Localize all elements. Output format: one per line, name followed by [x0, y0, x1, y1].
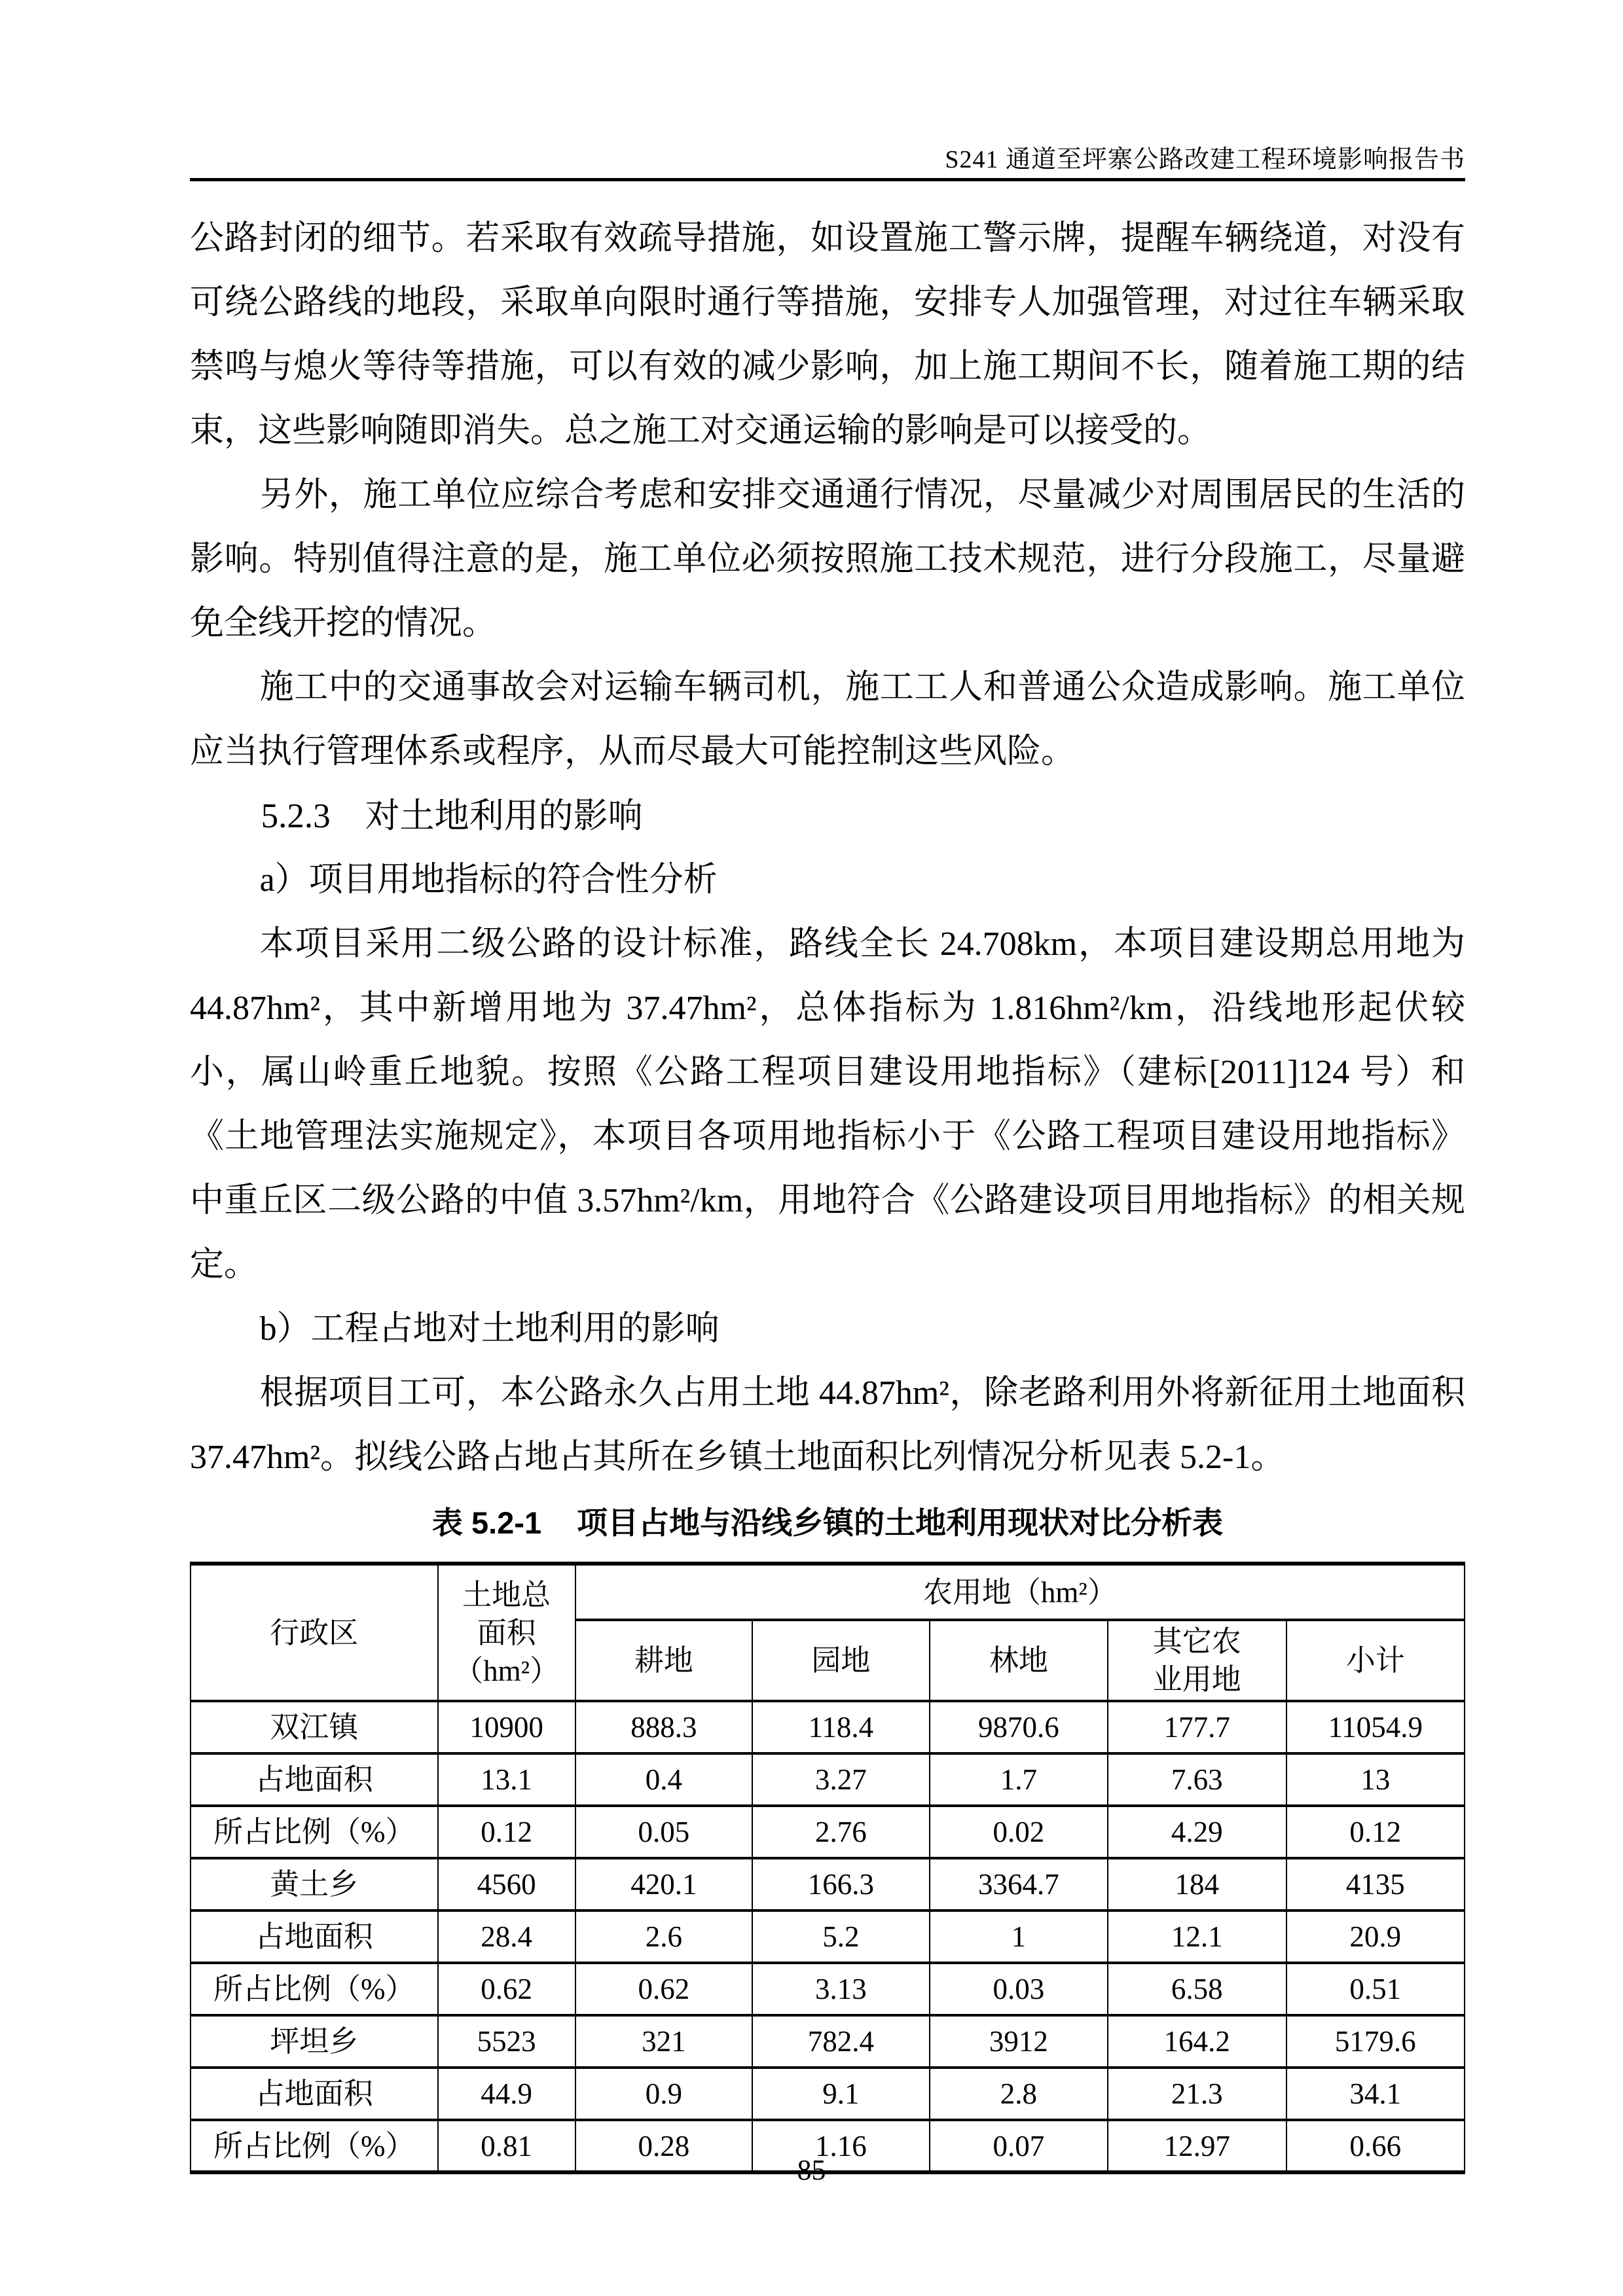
- row-label: 黄土乡: [191, 1858, 438, 1910]
- table-cell: 0.62: [575, 1963, 752, 2015]
- table-cell: 3912: [930, 2015, 1108, 2068]
- table-row: [191, 2015, 1465, 2068]
- table-caption-label: 表 5.2-1: [431, 1505, 542, 1540]
- table-cell: 10900: [438, 1701, 575, 1753]
- table-caption-title: 项目占地与沿线乡镇的土地利用现状对比分析表: [577, 1505, 1224, 1540]
- table-row: [191, 1701, 1465, 1753]
- table-cell: 28.4: [438, 1910, 575, 1963]
- table-cell: 0.03: [930, 1963, 1108, 2015]
- table-cell: 0.66: [1286, 2120, 1465, 2172]
- table-cell: 0.81: [438, 2120, 575, 2172]
- table-header-row: [191, 1564, 1465, 1620]
- table-cell: 0.62: [438, 1963, 575, 2015]
- table-cell: 888.3: [575, 1701, 752, 1753]
- table-cell: 5.2: [752, 1910, 929, 1963]
- page-content: [190, 207, 1465, 2174]
- table-cell: 12.1: [1108, 1910, 1286, 1963]
- table-cell: 3364.7: [930, 1858, 1108, 1910]
- row-label: 所占比例（%）: [191, 2120, 438, 2172]
- table-cell: 9870.6: [930, 1701, 1108, 1753]
- table-cell: 13: [1286, 1753, 1465, 1806]
- table-cell: 1.16: [752, 2120, 929, 2172]
- paragraph: 根据项目工可，本公路永久占用土地 44.87hm²，除老路利用外将新征用土地面积 37.47hm²。拟线公路占地占其所在乡镇土地面积比列情况分析见表 5.2-1。: [190, 1374, 1465, 1476]
- paragraph: 公路封闭的细节。若采取有效疏导措施，如设置施工警示牌，提醒车辆绕道，对没有可绕公路线的地段，采取单向限时通行等措施，安排专人加强管理，对过往车辆采取禁鸣与熄火等待等措施，可以有效的减少影响，加上施工期间不长，随着施工期的结束，这些影响随即消失。总之施工对交通运输的影响是可以接受的。: [190, 220, 1465, 450]
- table-cell: 3.27: [752, 1753, 929, 1806]
- col-header-garden-land: 园地: [752, 1620, 929, 1701]
- table-cell: 164.2: [1108, 2015, 1286, 2068]
- table-caption: [190, 1494, 1465, 1552]
- paragraph: 另外，施工单位应综合考虑和安排交通通行情况，尽量减少对周围居民的生活的影响。特别值得注意的是，施工单位必须按照施工技术规范，进行分段施工，尽量避免全线开挖的情况。: [190, 476, 1465, 642]
- table-cell: 34.1: [1286, 2068, 1465, 2120]
- table-cell: 1.7: [930, 1753, 1108, 1806]
- row-label: 占地面积: [191, 1753, 438, 1806]
- table-cell: 11054.9: [1286, 1701, 1465, 1753]
- table-cell: 20.9: [1286, 1910, 1465, 1963]
- table-row: [191, 2068, 1465, 2120]
- table-cell: 0.9: [575, 2068, 752, 2120]
- table-cell: 13.1: [438, 1753, 575, 1806]
- table-cell: 184: [1108, 1858, 1286, 1910]
- table-cell: 6.58: [1108, 1963, 1286, 2015]
- table-cell: 0.4: [575, 1753, 752, 1806]
- list-item-b: b）工程占地对土地利用的影响: [259, 1310, 720, 1348]
- table-cell: 782.4: [752, 2015, 929, 2068]
- table-cell: 4560: [438, 1858, 575, 1910]
- row-label: 双江镇: [191, 1701, 438, 1753]
- paragraph: 本项目采用二级公路的设计标准，路线全长 24.708km，本项目建设期总用地为 44.87hm²，其中新增用地为 37.47hm²，总体指标为 1.816hm²/km，沿线地形起伏较小，属山岭重丘地貌。按照《公路工程项目建设用地指标》（建标[2011]124 号）和《土地管理法实施规定》，本项目各项用地指标小于《公路工程项目建设用地指标》中重丘区二级公路的中值 3.57hm²/km，用地符合《公路建设项目用地指标》的相关规定。: [190, 925, 1465, 1283]
- col-header-forest-land: 林地: [930, 1620, 1108, 1701]
- table-cell: 118.4: [752, 1701, 929, 1753]
- row-label: 占地面积: [191, 1910, 438, 1963]
- table-cell: 177.7: [1108, 1701, 1286, 1753]
- table-cell: 2.8: [930, 2068, 1108, 2120]
- table-row: [191, 1806, 1465, 1858]
- col-header-farmland: 耕地: [575, 1620, 752, 1701]
- row-label: 所占比例（%）: [191, 1963, 438, 2015]
- table-cell: 2.6: [575, 1910, 752, 1963]
- table-cell: 2.76: [752, 1806, 929, 1858]
- table-row: [191, 1910, 1465, 1963]
- header-rule: [190, 178, 1465, 181]
- table-cell: 420.1: [575, 1858, 752, 1910]
- page-number: 85: [797, 2154, 826, 2186]
- table-row: [191, 1753, 1465, 1806]
- table-cell: 1: [930, 1910, 1108, 1963]
- table-cell: 166.3: [752, 1858, 929, 1910]
- table-row: [191, 1858, 1465, 1910]
- table-cell: 12.97: [1108, 2120, 1286, 2172]
- table-cell: 321: [575, 2015, 752, 2068]
- row-label: 占地面积: [191, 2068, 438, 2120]
- row-label: 坪坦乡: [191, 2015, 438, 2068]
- list-item-a: a）项目用地指标的符合性分析: [259, 861, 718, 899]
- table-cell: 9.1: [752, 2068, 929, 2120]
- section-heading-5-2-3: 5.2.3 对土地利用的影响: [261, 797, 643, 835]
- table-cell: 0.12: [438, 1806, 575, 1858]
- table-cell: 4.29: [1108, 1806, 1286, 1858]
- table-row: [191, 1963, 1465, 2015]
- table-cell: 7.63: [1108, 1753, 1286, 1806]
- table-cell: 5179.6: [1286, 2015, 1465, 2068]
- table-cell: 3.13: [752, 1963, 929, 2015]
- table-cell: 0.02: [930, 1806, 1108, 1858]
- table-cell: 0.07: [930, 2120, 1108, 2172]
- running-head: S241 通道至坪寨公路改建工程环境影响报告书: [945, 146, 1465, 173]
- col-header-agricultural-land-group: 农用地（hm²）: [575, 1564, 1465, 1620]
- land-use-table: [190, 1562, 1465, 2174]
- table-cell: 0.12: [1286, 1806, 1465, 1858]
- table-cell: 4135: [1286, 1858, 1465, 1910]
- table-cell: 5523: [438, 2015, 575, 2068]
- col-header-other-agricultural-land: 其它农 业用地: [1108, 1620, 1286, 1701]
- col-header-total-land-area: 土地总 面积 （hm²）: [438, 1564, 575, 1701]
- table-cell: 0.51: [1286, 1963, 1465, 2015]
- table-cell: 0.05: [575, 1806, 752, 1858]
- col-header-subtotal: 小计: [1286, 1620, 1465, 1701]
- table-cell: 44.9: [438, 2068, 575, 2120]
- table-cell: 0.28: [575, 2120, 752, 2172]
- table-cell: 21.3: [1108, 2068, 1286, 2120]
- row-label: 所占比例（%）: [191, 1806, 438, 1858]
- col-header-admin-region: 行政区: [191, 1564, 438, 1701]
- paragraph: 施工中的交通事故会对运输车辆司机，施工工人和普通公众造成影响。施工单位应当执行管理体系或程序，从而尽最大可能控制这些风险。: [190, 669, 1465, 770]
